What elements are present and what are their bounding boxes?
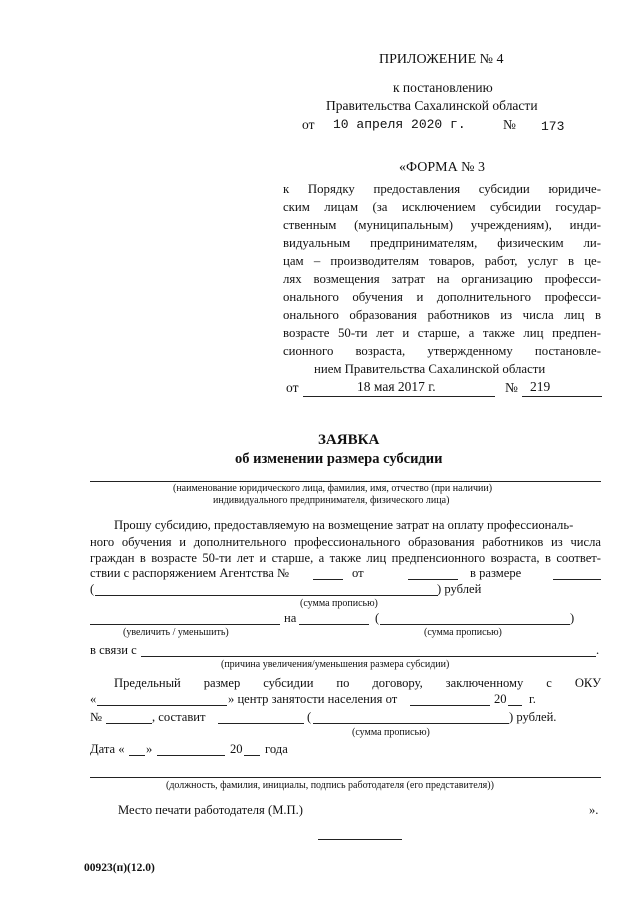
amount-words-field[interactable]: [95, 595, 438, 596]
in-connection-label: в связи с: [90, 643, 137, 657]
caption-sum-words-3: (сумма прописью): [352, 727, 430, 738]
date-day-field[interactable]: [129, 755, 145, 756]
appendix-title: ПРИЛОЖЕНИЕ № 4: [379, 52, 504, 67]
body-line-4-amount: в размере: [470, 566, 522, 580]
appendix-number-sign: №: [503, 117, 516, 132]
max-amount-field[interactable]: [218, 723, 304, 724]
rubles-end-label: ) рублей.: [509, 710, 557, 724]
contract-number-field[interactable]: [106, 723, 152, 724]
caption-sum-words-2: (сумма прописью): [424, 627, 502, 638]
procedure-line: нием Правительства Сахалинской области: [314, 362, 546, 376]
contract-year-field[interactable]: [508, 705, 522, 706]
body-line-3: граждан в возрасте 50-ти лет и старше, а также лиц предпенсионного возраста, в соответ-: [90, 551, 601, 565]
form-date: 18 мая 2017 г.: [357, 379, 436, 394]
date-year-suffix: года: [265, 742, 288, 756]
order-number-field[interactable]: [313, 579, 343, 580]
body-line-4-start: ствии с распоряжением Агентства №: [90, 566, 290, 580]
caption-increase-decrease: (увеличить / уменьшить): [123, 627, 229, 638]
date-month-field[interactable]: [157, 755, 225, 756]
date-year-prefix: 20: [230, 742, 243, 756]
amount-field[interactable]: [553, 579, 601, 580]
appendix-government: Правительства Сахалинской области: [326, 98, 538, 113]
change-amount-field[interactable]: [299, 624, 369, 625]
form-number-sign: №: [505, 380, 518, 395]
procedure-line: сионного возраста, утвержденному постановле-: [283, 344, 601, 358]
procedure-line: видуальным предпринимателям, физическим ли-: [283, 236, 601, 250]
body-line-4-from: от: [352, 566, 364, 580]
application-subtitle: об изменении размера субсидии: [235, 451, 443, 467]
caption-applicant-type: индивидуального предпринимателя, физического лица): [213, 495, 450, 506]
reason-field[interactable]: [141, 656, 596, 657]
procedure-line: цам – производителям товаров, работ, услуг в це-: [283, 254, 601, 268]
procedure-line: лях возмещения затрат на организацию професси-: [283, 272, 601, 286]
caption-reason: (причина увеличения/уменьшения размера субсидии): [221, 659, 450, 670]
procedure-line: к Порядку предоставления субсидии юридиче-: [283, 182, 601, 196]
rubles-label: ) рублей: [437, 582, 482, 596]
procedure-line: онального образования работников из числа лиц в: [283, 308, 601, 322]
quote-open: «: [90, 692, 97, 706]
form-date-underline: [303, 396, 495, 397]
change-amount-words-field[interactable]: [380, 624, 570, 625]
date-year-field[interactable]: [244, 755, 260, 756]
contract-year-prefix: 20: [494, 692, 507, 706]
date-label: Дата «: [90, 742, 125, 756]
document-code: 00923(п)(12.0): [84, 862, 155, 874]
employment-center-label: » центр занятости населения от: [228, 692, 398, 706]
date-close-quote: »: [146, 742, 153, 756]
appendix-resolution-label: к постановлению: [393, 80, 493, 95]
appendix-number: 173: [541, 119, 565, 134]
form-number-underline: [522, 396, 602, 397]
contract-year-suffix: г.: [529, 692, 536, 706]
employment-center-name-field[interactable]: [97, 705, 227, 706]
open-paren-3: (: [307, 710, 312, 724]
appendix-date: 10 апреля 2020 г.: [333, 117, 466, 132]
caption-signature: (должность, фамилия, инициалы, подпись работодателя (его представителя)): [166, 780, 494, 791]
increase-decrease-field[interactable]: [90, 624, 280, 625]
procedure-line: возрасте 50-ти лет и старше, а также лиц предпен-: [283, 326, 601, 340]
contract-number-sign: №: [90, 710, 103, 724]
procedure-line: онального обучения и дополнительного професси-: [283, 290, 601, 304]
procedure-line: ственным (муниципальным) учреждениям), инди-: [283, 218, 601, 232]
open-paren: (: [90, 582, 95, 596]
form-number: 219: [530, 379, 551, 394]
form-title: «ФОРМА № 3: [399, 160, 486, 175]
form-from-label: от: [286, 380, 299, 395]
reason-period: .: [596, 643, 600, 657]
signature-line[interactable]: [90, 777, 601, 778]
caption-sum-words: (сумма прописью): [300, 598, 378, 609]
order-date-field[interactable]: [408, 579, 458, 580]
on-label: на: [284, 611, 297, 625]
max-amount-words-field[interactable]: [313, 723, 509, 724]
appendix-from-label: от: [302, 117, 315, 132]
procedure-line: ским лицам (за исключением субсидии государ-: [283, 200, 601, 214]
caption-applicant-name: (наименование юридического лица, фамилия, имя, отчество (при наличии): [173, 483, 493, 494]
body-line-2: ного обучения и дополнительного профессионального образования работников из числа: [90, 535, 601, 549]
end-separator: [318, 839, 402, 840]
close-paren-2: ): [570, 611, 575, 625]
open-paren-2: (: [375, 611, 380, 625]
closing-quote: ».: [589, 803, 599, 817]
will-be-label: , составит: [152, 710, 206, 724]
max-subsidy-line: Предельный размер субсидии по договору, заключенному с ОКУ: [114, 676, 601, 690]
applicant-name-line[interactable]: [90, 481, 601, 482]
body-line-1: Прошу субсидию, предоставляемую на возмещение затрат на оплату профессиональ-: [114, 518, 574, 532]
application-title: ЗАЯВКА: [318, 432, 380, 448]
contract-date-field[interactable]: [410, 705, 490, 706]
seal-place-label: Место печати работодателя (М.П.): [118, 803, 303, 817]
